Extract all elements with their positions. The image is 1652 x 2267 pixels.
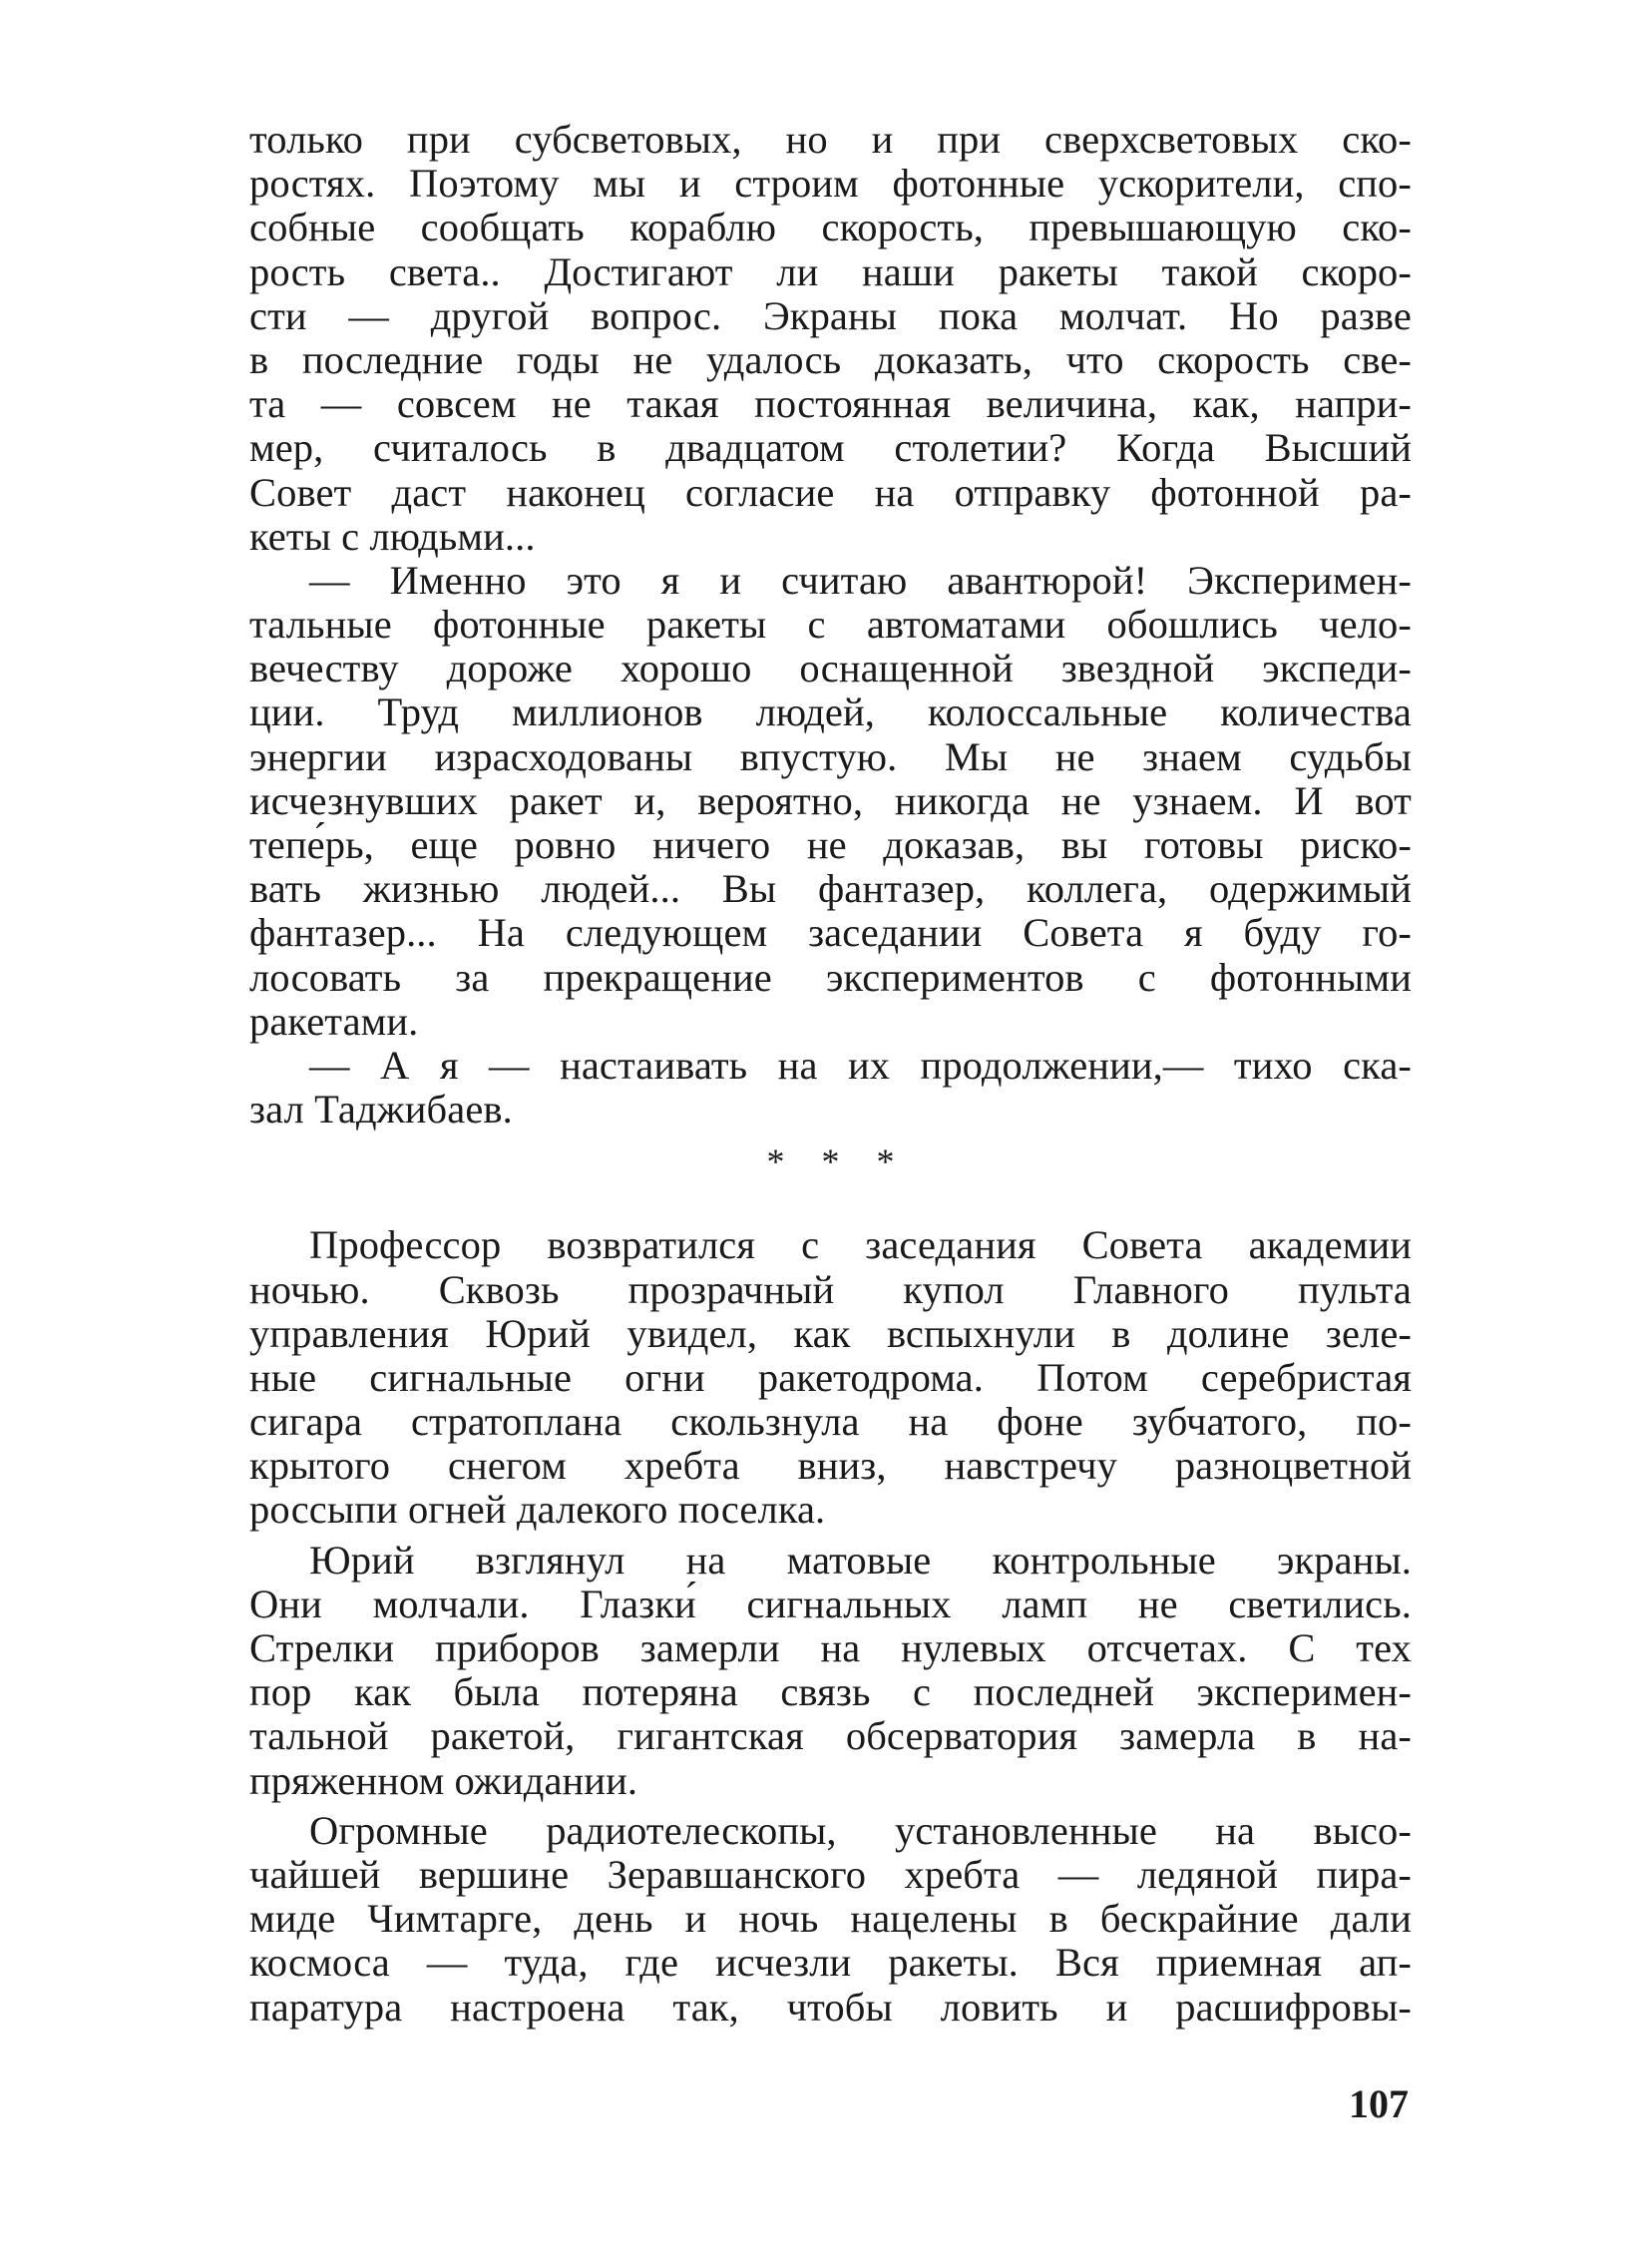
text-line: ростях. Поэтому мы и строим фотонные ускорители, спо-: [249, 161, 1412, 207]
text-line: Профессор возвратился с заседания Совета академии: [309, 1222, 1412, 1268]
paragraph-dialogue-2: [249, 1044, 1412, 1132]
text-line: исчезнувших ракет и, вероятно, никогда не узнаем. И вот: [249, 777, 1412, 823]
text-line: крытого снегом хребта вниз, навстречу разноцветной: [249, 1443, 1412, 1489]
text-line: Стрелки приборов замерли на нулевых отсчетах. С тех: [249, 1625, 1412, 1670]
text-line: пряженном ожидании.: [249, 1757, 638, 1803]
text-line: паратура настроена так, чтобы ловить и расшифровы-: [249, 1984, 1412, 2030]
text-line: фантазер... На следующем заседании Совета я буду го-: [249, 910, 1412, 956]
text-line: та — совсем не такая постоянная величина, как, напри-: [249, 381, 1412, 427]
text-line: управления Юрий увидел, как вспыхнули в долине зеле-: [249, 1310, 1412, 1356]
page-number: 107: [1349, 2081, 1409, 2126]
text-line: — Именно это я и считаю авантюрой! Эксперимен-: [309, 557, 1412, 603]
text-line: россыпи огней далекого поселка.: [249, 1487, 826, 1533]
text-line: собные сообщать кораблю скорость, превышающую ско-: [249, 205, 1412, 250]
text-line: пор как была потеряна связь с последней эксперимен-: [249, 1669, 1412, 1715]
text-line: тальной ракетой, гигантская обсерватория замерла в на-: [249, 1713, 1412, 1759]
text-line: ные сигнальные огни ракетодрома. Потом серебристая: [249, 1354, 1412, 1400]
page-body: [249, 118, 1412, 2030]
paragraph-radiotelescopes: [249, 1809, 1412, 2030]
paragraph-yuri-looked: [249, 1539, 1412, 1803]
text-line: чайшей вершине Зеравшанского хребта — ледяной пира-: [249, 1851, 1412, 1897]
text-line: тальные фотонные ракеты с автоматами обошлись чело-: [249, 602, 1412, 648]
text-line: ракетами.: [249, 998, 419, 1044]
text-line: лосовать за прекращение экспериментов с фотонными: [249, 954, 1412, 1000]
text-line: Совет даст наконец согласие на отправку фотонной ра-: [249, 469, 1412, 515]
text-line: рость света.. Достигают ли наши ракеты такой скоро-: [249, 248, 1412, 294]
text-line: Юрий взглянул на матовые контрольные экраны.: [309, 1537, 1412, 1583]
text-line: сти — другой вопрос. Экраны пока молчат. Но разве: [249, 292, 1412, 338]
text-line: кеты с людьми...: [249, 513, 536, 559]
text-line: миде Чимтарге, день и ночь нацелены в бескрайние дали: [249, 1896, 1412, 1942]
text-line: — А я — настаивать на их продолжении,— тихо ска-: [309, 1042, 1412, 1088]
text-line: ночью. Сквозь прозрачный купол Главного пульта: [249, 1266, 1412, 1312]
paragraph-continuation: [249, 118, 1412, 559]
text-line: вечеству дороже хорошо оснащенной звездной экспеди-: [249, 646, 1412, 691]
section-separator: * * *: [766, 1141, 909, 1182]
text-line: энергии израсходованы впустую. Мы не знаем судьбы: [249, 733, 1412, 779]
paragraph-professor-returned: [249, 1223, 1412, 1532]
text-line: тепе́рь, еще ровно ничего не доказав, вы готовы риско-: [249, 822, 1412, 867]
text-line: Они молчали. Глазки́ сигнальных ламп не светились.: [249, 1581, 1412, 1626]
text-line: зал Таджибаев.: [249, 1087, 513, 1133]
text-line: в последние годы не удалось доказать, что скорость све-: [249, 336, 1412, 382]
text-line: Огромные радиотелескопы, установленные на высо-: [309, 1807, 1412, 1853]
text-line: мер, считалось в двадцатом столетии? Когда Высший: [249, 425, 1412, 471]
text-line: ции. Труд миллионов людей, колоссальные количества: [249, 689, 1412, 735]
text-line: только при субсветовых, но и при сверхсветовых ско-: [249, 117, 1412, 162]
paragraph-dialogue-1: [249, 559, 1412, 1044]
text-line: сигара стратоплана скользнула на фоне зубчатого, по-: [249, 1399, 1412, 1445]
text-line: космоса — туда, где исчезли ракеты. Вся приемная ап-: [249, 1940, 1412, 1986]
text-line: вать жизнью людей... Вы фантазер, коллега, одержимый: [249, 866, 1412, 912]
